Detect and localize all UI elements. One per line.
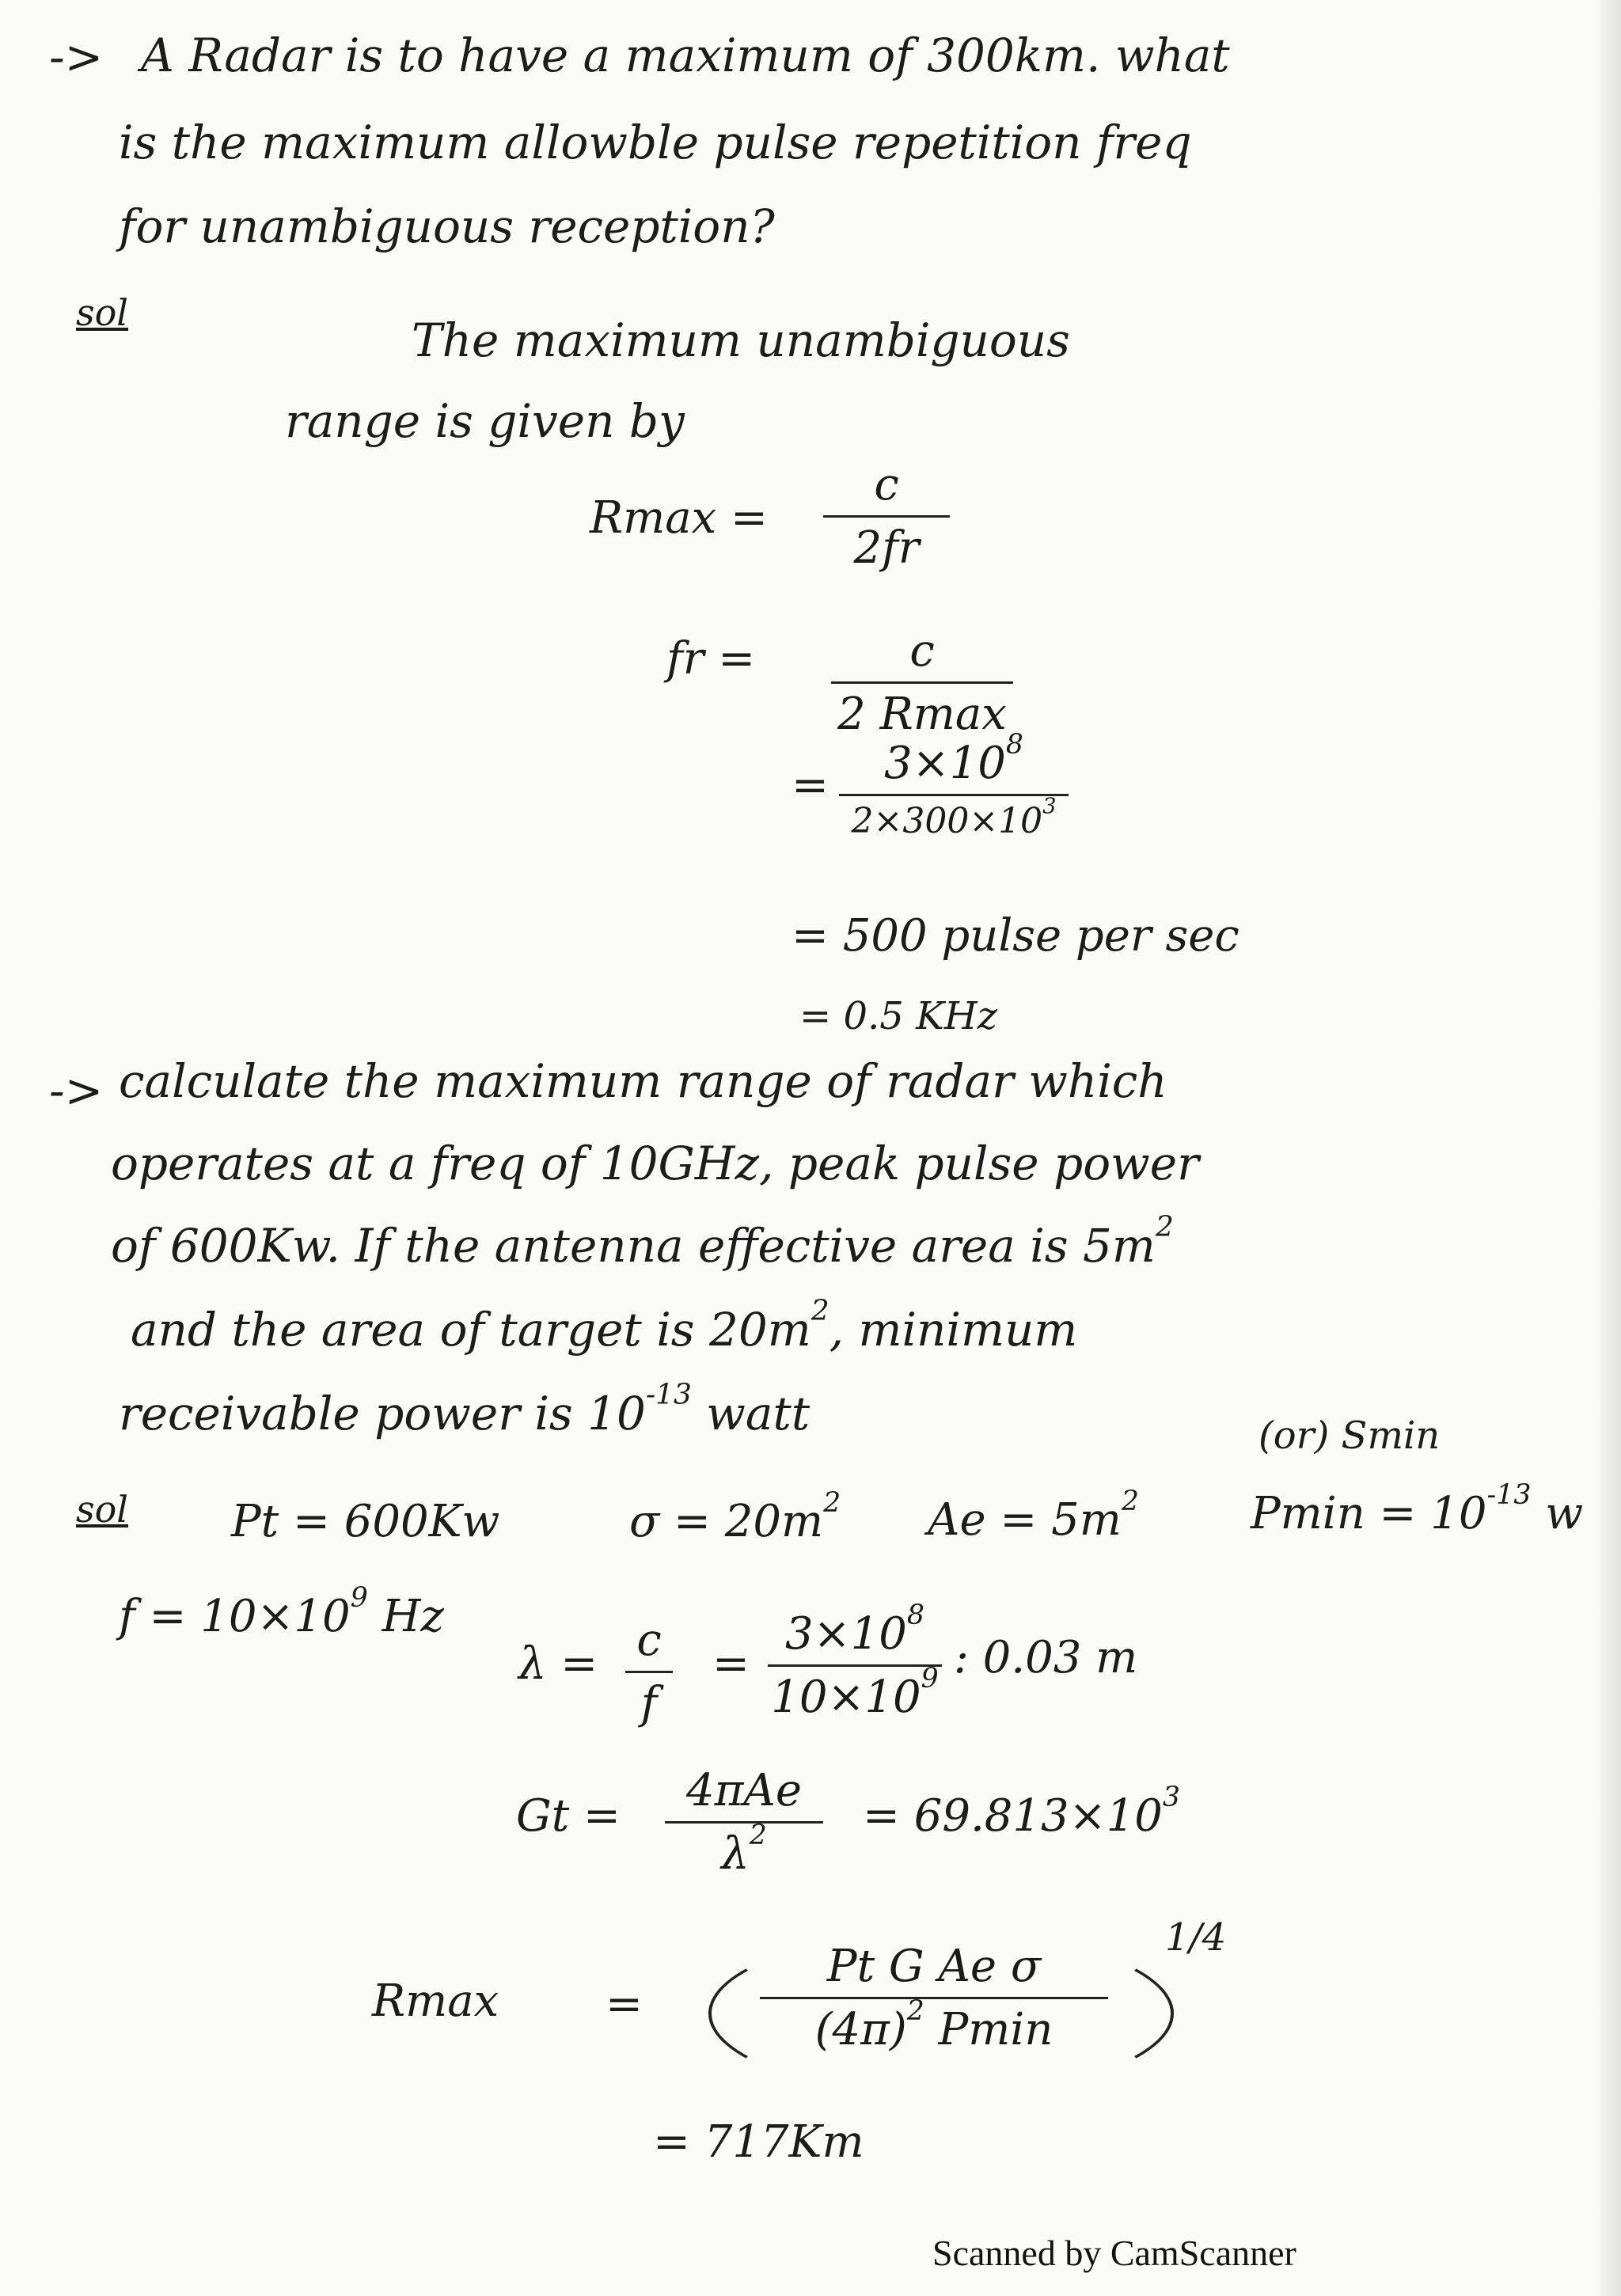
- q2-arrow: ->: [49, 1064, 104, 1118]
- sol2-lambda-num-2: $3\times 10^8$: [785, 1599, 924, 1660]
- sol2-rmax-fraction: [760, 1941, 1108, 2055]
- sol1-result-2: = 0.5 KHz: [799, 994, 998, 1038]
- sol2-ae: $Ae = 5m^2$: [928, 1485, 1139, 1546]
- sol2-rmax-eq: =: [606, 1979, 643, 2030]
- sol2-rmax-den: $(4\pi)^2$ Pmin: [814, 1994, 1053, 2055]
- sol2-lambda-den: f: [640, 1678, 658, 1729]
- sol1-fr-fraction: [831, 625, 1013, 740]
- sol2-gt-num: 4πAe: [685, 1765, 802, 1816]
- sol2-pmin: $Pmin = 10^{-13}$ w: [1251, 1478, 1584, 1539]
- sol2-lambda-bar-2: [768, 1664, 942, 1667]
- sol2-sigma: $\sigma = 20m^2$: [629, 1486, 841, 1547]
- sol2-lambda-lhs: λ =: [518, 1638, 598, 1690]
- sol2-label: sol: [76, 1488, 129, 1531]
- scanner-footer: Scanned by CamScanner: [932, 2233, 1296, 2273]
- sol1-rmax-lhs: Rmax =: [590, 492, 768, 544]
- sol2-rmax-power: 1/4: [1165, 1915, 1227, 1960]
- sol1-text-2: range is given by: [285, 394, 685, 448]
- sol1-label: sol: [76, 291, 129, 334]
- sol1-text-1: The maximum unambiguous: [412, 313, 1070, 367]
- sol2-lambda-den-2: $10\times 10^9$: [771, 1662, 939, 1723]
- sol2-f: $f = 10\times 10^9$ Hz: [119, 1581, 444, 1642]
- sol2-or-smin: (or) Smin: [1258, 1414, 1441, 1458]
- sol1-rmax-num: c: [874, 459, 899, 510]
- sol2-lambda-bar: [625, 1671, 673, 1673]
- q1-arrow: ->: [49, 30, 104, 84]
- sol1-rmax-bar: [823, 515, 950, 518]
- sol1-fr-bar: [831, 681, 1013, 684]
- q2-line-5: receivable power is $10^{-13}$ watt: [119, 1378, 810, 1440]
- sol2-rmax-bar: [760, 1997, 1108, 1999]
- sol1-result-1: = 500 pulse per sec: [792, 910, 1239, 962]
- sol2-lambda-fraction-2: [768, 1599, 942, 1723]
- q1-line-2: is the maximum allowble pulse repetition freq: [119, 116, 1192, 169]
- sol2-rmax-result: = 717Km: [653, 2116, 864, 2168]
- sol1-rmax-den: 2fr: [853, 522, 920, 574]
- sol2-rmax-lhs: Rmax: [372, 1975, 499, 2027]
- sol1-sub-num: $3\times 10^8$: [884, 728, 1023, 789]
- page-edge: [1600, 0, 1621, 2296]
- q2-line-1: calculate the maximum range of radar which: [119, 1054, 1167, 1108]
- sol2-pt: Pt = 600Kw: [231, 1496, 500, 1547]
- q2-line-2: operates at a freq of 10GHz, peak pulse power: [111, 1137, 1199, 1190]
- q1-line-1: A Radar is to have a maximum of 300km. what: [141, 28, 1230, 82]
- sol1-fr-lhs: fr =: [666, 633, 756, 685]
- sol1-sub-eq: =: [792, 760, 829, 811]
- sol1-sub-fraction: [839, 728, 1069, 841]
- sol2-lambda-result: : 0.03 m: [954, 1632, 1138, 1683]
- q2-line-4: and the area of target is $20m^2$, minimum: [131, 1294, 1078, 1357]
- sol1-fr-num: c: [909, 625, 935, 677]
- sol1-fr-den: 2 Rmax: [837, 689, 1007, 740]
- sol2-lambda-num: c: [636, 1615, 662, 1666]
- sol1-rmax-fraction: [823, 459, 950, 574]
- sol2-lambda-fraction: [625, 1615, 673, 1729]
- sol2-gt-lhs: Gt =: [516, 1790, 621, 1842]
- sol1-sub-bar: [839, 794, 1069, 796]
- sol1-sub-den: $2\times 300\times 10^3$: [851, 794, 1057, 841]
- sol2-gt-fraction: [665, 1765, 823, 1880]
- sol2-rmax-num: Pt G Ae σ: [826, 1941, 1042, 1992]
- sol2-gt-result: = $69.813\times 10^3$: [863, 1781, 1180, 1842]
- sol2-gt-den: $\lambda^2$: [721, 1819, 767, 1880]
- sol2-lambda-eq: =: [712, 1638, 750, 1690]
- q2-line-3: of 600Kw. If the antenna effective area is $5m^2$: [111, 1210, 1174, 1273]
- sol2-gt-bar: [665, 1821, 823, 1824]
- q1-line-3: for unambiguous reception?: [119, 199, 775, 253]
